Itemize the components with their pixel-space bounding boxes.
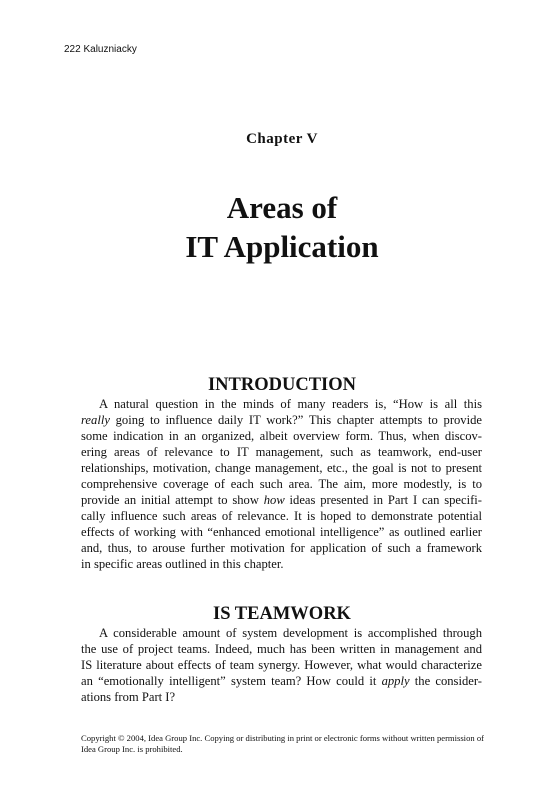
text-run: the consider- [409,674,482,688]
text-line [81,673,482,689]
text-line: A considerable amount of system development is accomplished through [99,626,482,640]
text-line: some indication in an organized, albeit overview form. Thus, when discov- [81,429,482,443]
text-line: comprehensive coverage of each such area. The aim, more modestly, is to [81,477,482,491]
text-run: going to influence daily IT work?” This chapter attempts to provide [109,413,482,427]
chapter-title-line-2: IT Application [185,229,379,264]
text-line [81,412,482,428]
section-heading-is-teamwork: IS TEAMWORK [213,604,351,624]
text-line: A natural question in the minds of many readers is, “How is all this [99,397,482,411]
copyright-line-1: Copyright © 2004, Idea Group Inc. Copying or distributing in print or electronic forms without written permission of [81,733,484,743]
chapter-title [0,188,558,266]
chapter-label: Chapter V [246,131,318,147]
text-line [81,492,482,508]
running-head: 222 Kaluzniacky [64,44,137,55]
text-line: ering areas of relevance to IT management, such as teamwork, end-user [81,445,482,459]
italic-emphasis: apply [381,674,410,688]
text-line: and, thus, to arouse further motivation for application of such a framework [81,541,482,555]
italic-emphasis: really [81,413,110,427]
text-line: cally influence such areas of relevance. It is hoped to demonstrate potential [81,509,482,523]
copyright-notice [81,733,501,755]
is-teamwork-paragraph [81,625,482,705]
text-run: ideas presented in Part I can specifi- [284,493,482,507]
text-line: in specific areas outlined in this chapter. [81,557,284,571]
text-line: IS literature about effects of team synergy. However, what would characterize [81,658,482,672]
copyright-line-2: Idea Group Inc. is prohibited. [81,744,183,754]
chapter-title-line-1: Areas of [226,190,338,225]
text-run: provide an initial attempt to show [81,493,264,507]
text-line: ations from Part I? [81,690,176,704]
text-line: relationships, motivation, change management, etc., the goal is not to present [81,461,482,475]
section-heading-introduction: INTRODUCTION [207,375,357,395]
text-line: effects of working with “enhanced emotional intelligence” as outlined earlier [81,525,482,539]
introduction-paragraph [81,396,482,572]
text-run: an “emotionally intelligent” system team? How could it [81,674,382,688]
text-line: the use of project teams. Indeed, much has been written in management and [81,642,482,656]
italic-emphasis: how [263,493,285,507]
